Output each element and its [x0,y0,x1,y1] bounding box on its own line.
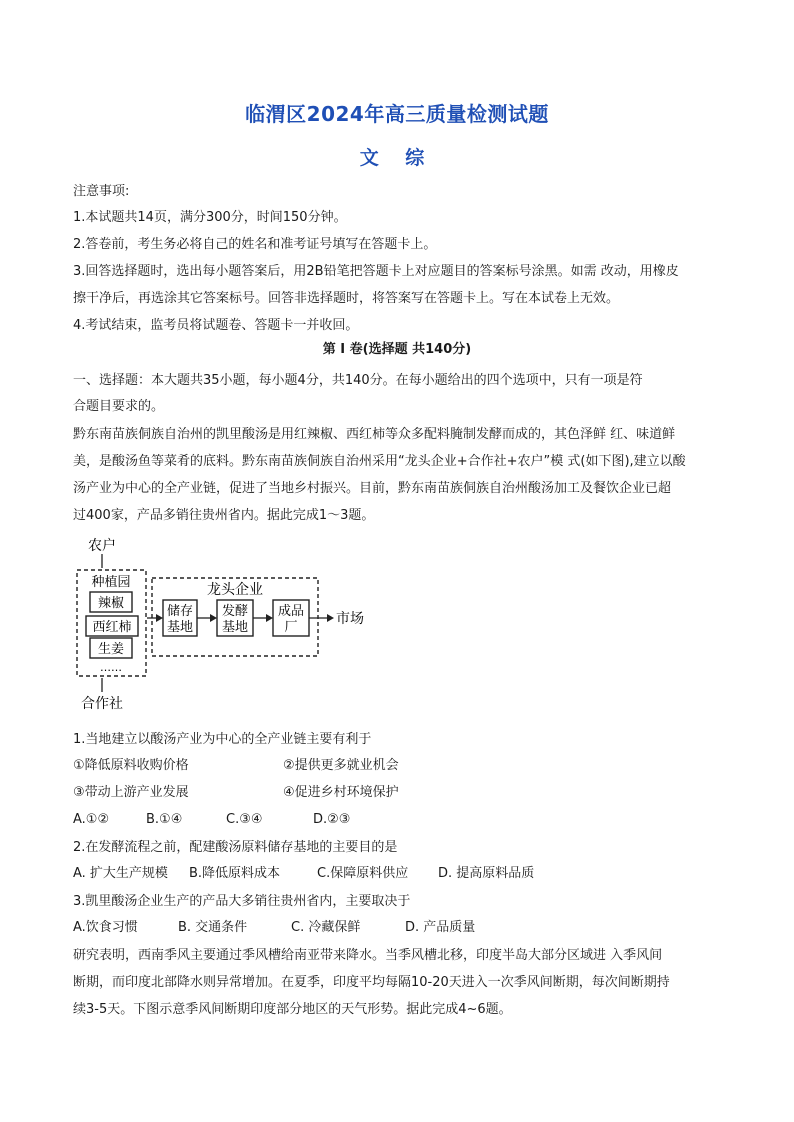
question-2-stem: 2.在发酵流程之前，配建酸汤原料储存基地的主要目的是 [73,840,398,855]
notice-item-2: 2.答卷前，考生务必将自己的姓名和准考证号填写在答题卡上。 [73,237,437,252]
diagram-storage-line-2: 基地 [166,620,194,635]
question-1-statement-1: ①降低原料收购价格 [73,758,189,773]
section-intro-line-2: 合题目要求的。 [73,399,165,414]
industry-chain-diagram [68,534,388,714]
question-1-option-b: B.①④ [146,812,183,827]
question-1-statement-4: ④促进乡村环境保护 [283,785,399,800]
diagram-farmer-label: 农户 [88,538,116,554]
diagram-enterprise-label: 龙头企业 [207,582,263,598]
arrow-head-4 [327,614,334,622]
section-intro-line-1: 一、选择题：本大题共35小题，每小题4分，共140分。在每小题给出的四个选项中，只有一项是符 [73,373,643,388]
question-3-option-d: D. 产品质量 [405,920,476,935]
diagram-market-label: 市场 [336,611,364,627]
arrow-head-3 [266,614,273,622]
diagram-crop-1: 辣椒 [97,596,125,611]
diagram-crop-3: 生姜 [97,642,125,657]
question-1-statement-3: ③带动上游产业发展 [73,785,189,800]
question-1-option-a: A.①② [73,812,110,827]
notice-item-1: 1.本试题共14页，满分300分，时间150分钟。 [73,210,347,225]
question-3-option-a: A.饮食习惯 [73,920,138,935]
passage-2-line-1: 研究表明，西南季风主要通过季风槽给南亚带来降水。当季风槽北移，印度半岛大部分区域进 入季风间 [73,948,663,963]
notice-heading: 注意事项: [73,184,130,199]
diagram-factory-line-2: 厂 [284,620,298,635]
diagram-ferment-line-2: 基地 [221,620,249,635]
diagram-cooperative-label: 合作社 [81,696,123,712]
diagram-storage-line-1: 储存 [166,604,194,619]
exam-subject: 文 综 [359,147,435,169]
arrow-head-2 [210,614,217,622]
question-1-option-d: D.②③ [313,812,351,827]
passage-1-line-3: 汤产业为中心的全产业链，促进了当地乡村振兴。目前，黔东南苗族侗族自治州酸汤加工及餐饮企业已超 [73,481,672,496]
diagram-ferment-line-1: 发酵 [221,604,249,619]
question-1-option-c: C.③④ [226,812,263,827]
diagram-plantation-label: 种植园 [91,575,131,590]
question-2-option-d: D. 提高原料品质 [438,866,535,881]
question-2-option-a: A. 扩大生产规模 [73,866,168,881]
question-3-stem: 3.凯里酸汤企业生产的产品大多销往贵州省内，主要取决于 [73,894,411,909]
passage-1-line-2: 美，是酸汤鱼等菜肴的底料。黔东南苗族侗族自治州采用“龙头企业+合作社+农户”模 式(如下图),建立以酸 [73,454,686,469]
section-title: 第 I 卷(选择题 共140分) [322,342,472,357]
question-2-option-b: B.降低原料成本 [189,866,281,881]
passage-2-line-2: 断期，而印度北部降水则异常增加。在夏季，印度平均每隔10-20天进入一次季风间断期，每次间断期持 [73,975,670,990]
passage-1-line-1: 黔东南苗族侗族自治州的凯里酸汤是用红辣椒、西红柿等众多配料腌制发酵而成的，其色泽鲜 红、味道鲜 [73,427,676,442]
question-1-statement-2: ②提供更多就业机会 [283,758,399,773]
question-1-stem: 1.当地建立以酸汤产业为中心的全产业链主要有利于 [73,732,372,747]
diagram-crop-2: 西红柿 [92,620,132,635]
question-3-option-c: C. 冷藏保鲜 [291,920,361,935]
notice-item-3-line-2: 擦干净后，再选涂其它答案标号。回答非选择题时，将答案写在答题卡上。写在本试卷上无效。 [73,291,620,306]
diagram-factory-line-1: 成品 [277,604,305,619]
notice-item-4: 4.考试结束，监考员将试题卷、答题卡一并收回。 [73,318,359,333]
diagram-ellipsis: …… [100,661,122,674]
passage-1-line-4: 过400家，产品多销往贵州省内。据此完成1～3题。 [73,508,375,523]
question-2-option-c: C.保障原料供应 [317,866,409,881]
question-3-option-b: B. 交通条件 [178,920,248,935]
arrow-head-1 [156,614,163,622]
notice-item-3-line-1: 3.回答选择题时，选出每小题答案后，用2B铅笔把答题卡上对应题目的答案标号涂黑。如需 改动，用橡皮 [73,264,679,279]
exam-title: 临渭区2024年高三质量检测试题 [245,102,549,126]
passage-2-line-3: 续3-5天。下图示意季风间断期印度部分地区的天气形势。据此完成4~6题。 [73,1002,512,1017]
